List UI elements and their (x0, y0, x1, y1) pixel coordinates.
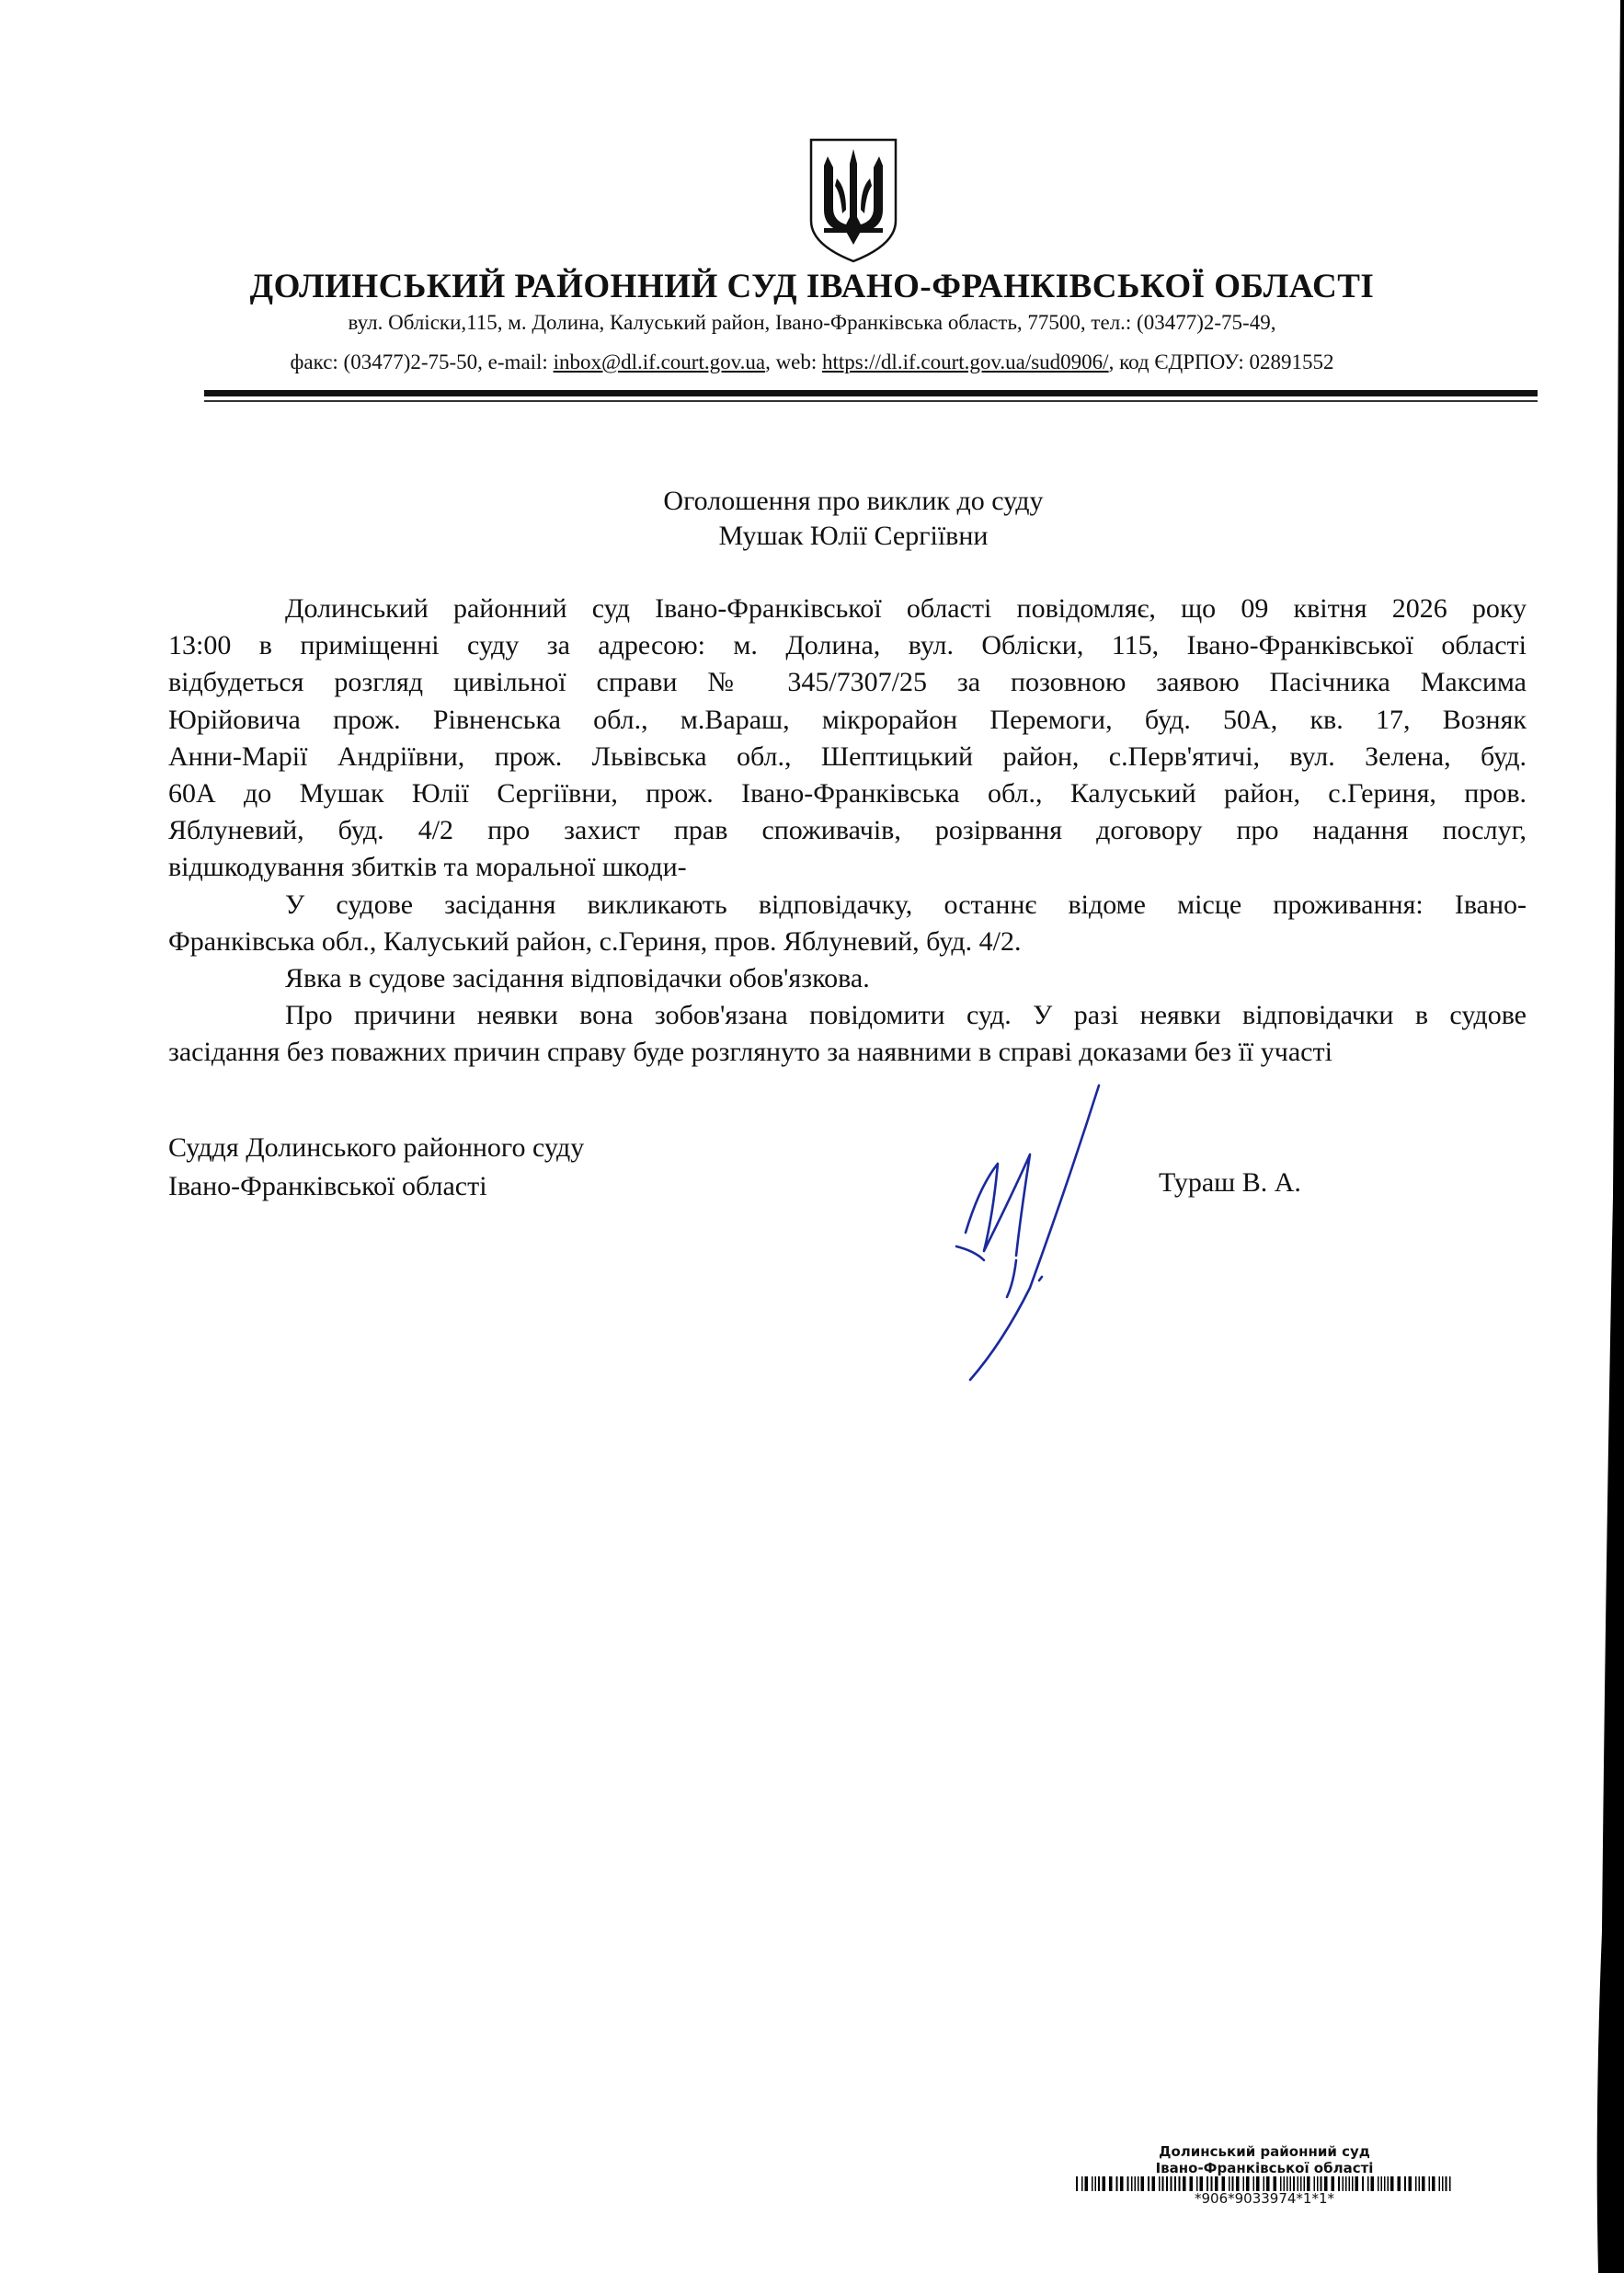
barcode-bar (1371, 2176, 1375, 2191)
paragraph-line: відшкодування збитків та моральної шкоди- (168, 852, 687, 883)
barcode-bar (1183, 2176, 1186, 2191)
barcode-bar (1266, 2176, 1270, 2191)
court-address: вул. Обліски,115, м. Долина, Калуський район, Івано-Франківська область, 77500, тел.: (03477)2-75-49, (348, 311, 1276, 334)
barcode-bar (1166, 2176, 1168, 2191)
notice-paragraph (168, 997, 1527, 1071)
header-divider-thin (204, 400, 1538, 402)
barcode-number: *906*9033974*1*1* (1194, 2190, 1335, 2207)
barcode-bar (1103, 2176, 1106, 2191)
barcode-bar (1190, 2176, 1194, 2191)
barcode-bar (1307, 2176, 1310, 2191)
barcode-bar (1384, 2176, 1386, 2191)
barcode-bar (1429, 2176, 1431, 2191)
paragraph-line: Долинський районний суд Івано-Франківської області повідомляє, що 09 квітня 2026 року (285, 593, 1527, 624)
barcode-bar (1321, 2176, 1322, 2191)
judge-position (168, 1129, 584, 1206)
barcode-bar (1304, 2176, 1306, 2191)
barcode-bar (1141, 2176, 1145, 2191)
barcode (1076, 2176, 1453, 2191)
barcode-bar (1152, 2176, 1156, 2191)
paragraph-line: Про причини неявки вона зобов'язана повідомити суд. У разі неявки відповідачки в судове (285, 1000, 1527, 1031)
paragraph-line: 13:00 в приміщенні суду за адресою: м. Долина, вул. Обліски, 115, Івано-Франківської області (168, 630, 1527, 661)
barcode-bar (1345, 2176, 1347, 2191)
barcode-bar (1120, 2176, 1124, 2191)
barcode-bar (1215, 2176, 1218, 2191)
barcode-bar (1343, 2176, 1344, 2191)
barcode-bar (1179, 2176, 1181, 2191)
barcode-bar (1349, 2176, 1351, 2191)
notice-paragraph (168, 960, 1527, 997)
barcode-bar (1131, 2176, 1133, 2191)
barcode-bar (1367, 2176, 1369, 2191)
barcode-bar (1138, 2176, 1139, 2191)
barcode-bar (1300, 2176, 1302, 2191)
barcode-bar (1298, 2176, 1299, 2191)
barcode-bar (1098, 2176, 1100, 2191)
barcode-bar (1253, 2176, 1255, 2191)
barcode-bar (1439, 2176, 1441, 2191)
barcode-bar (1211, 2176, 1213, 2191)
barcode-bar (1362, 2176, 1364, 2191)
barcode-bar (1432, 2176, 1435, 2191)
barcode-bar (1174, 2176, 1176, 2191)
barcode-bar (1085, 2176, 1089, 2191)
barcode-bar (1207, 2176, 1208, 2191)
paragraph-line: 60А до Мушак Юлії Сергіївни, прож. Івано-Франківська обл., Калуський район, с.Гериня, пров. (168, 778, 1527, 809)
barcode-bar (1284, 2176, 1286, 2191)
barcode-bar (1246, 2176, 1250, 2191)
barcode-bar (1109, 2176, 1113, 2191)
edrpou-code: , код ЄДРПОУ: 02891552 (1108, 350, 1334, 373)
barcode-bar (1232, 2176, 1234, 2191)
ukraine-trident-emblem-icon (806, 136, 901, 265)
notice-paragraph (168, 591, 1527, 887)
barcode-bar (1243, 2176, 1245, 2191)
court-name-heading: ДОЛИНСЬКИЙ РАЙОННИЙ СУД ІВАНО-ФРАНКІВСЬКОЇ ОБЛАСТІ (249, 268, 1375, 305)
barcode-bar (1398, 2176, 1401, 2191)
website-link[interactable]: https://dl.if.court.gov.ua/sud0906/ (822, 350, 1109, 373)
paragraph-line: Явка в судове засідання відповідачки обов'язкова. (285, 963, 870, 994)
barcode-bar (1222, 2176, 1226, 2191)
barcode-bar (1287, 2176, 1288, 2191)
barcode-bar (1409, 2176, 1412, 2191)
notice-addressee: Мушак Юлії Сергіївни (718, 521, 989, 551)
barcode-bar (1171, 2176, 1172, 2191)
barcode-bar (1256, 2176, 1260, 2191)
paragraph-line: відбудеться розгляд цивільної справи № 345/7307/25 за позовною заявою Пасічника Максима (168, 667, 1527, 698)
barcode-bar (1404, 2176, 1406, 2191)
barcode-bar (1095, 2176, 1097, 2191)
paragraph-line: Яблуневий, буд. 4/2 про захист прав споживачів, розірвання договору про надання послуг, (168, 815, 1527, 846)
notice-title: Оголошення про виклик до суду (663, 486, 1044, 516)
barcode-bar (1324, 2176, 1328, 2191)
barcode-bar (1332, 2176, 1335, 2191)
barcode-bar (1381, 2176, 1383, 2191)
court-contacts (0, 350, 1624, 374)
barcode-bar (1317, 2176, 1319, 2191)
scan-edge-shadow (1593, 0, 1624, 2273)
paragraph-line: засідання без поважних причин справу буде розглянуто за наявними в справі доказами без її участі (168, 1037, 1332, 1068)
judge-position-line2: Івано-Франківської області (168, 1171, 487, 1201)
barcode-bar (1116, 2176, 1118, 2191)
barcode-bar (1352, 2176, 1354, 2191)
barcode-bar (1229, 2176, 1230, 2191)
barcode-bar (1314, 2176, 1316, 2191)
barcode-bar (1415, 2176, 1417, 2191)
header-divider-thick (204, 390, 1538, 396)
barcode-bar (1274, 2176, 1277, 2191)
notice-paragraph (168, 887, 1527, 960)
barcode-bar (1162, 2176, 1164, 2191)
judge-position-line1: Суддя Долинського районного суду (168, 1132, 585, 1163)
barcode-bar (1293, 2176, 1295, 2191)
registration-stamp (1067, 2143, 1462, 2207)
barcode-bar (1449, 2176, 1451, 2191)
paragraph-line: Юрійовича прож. Рівненська обл., м.Вараш, мікрорайон Перемоги, буд. 50А, кв. 17, Возняк (168, 704, 1527, 735)
barcode-bar (1081, 2176, 1083, 2191)
barcode-bar (1422, 2176, 1425, 2191)
barcode-bar (1378, 2176, 1379, 2191)
barcode-bar (1159, 2176, 1161, 2191)
notice-body (168, 591, 1527, 1072)
barcode-bar (1135, 2176, 1137, 2191)
paragraph-line: Анни-Марії Андріївни, прож. Львівська обл., Шептицький район, с.Перв'ятичі, вул. Зелена, буд. (168, 740, 1527, 772)
barcode-bar (1388, 2176, 1390, 2191)
barcode-bar (1127, 2176, 1129, 2191)
barcode-bar (1092, 2176, 1093, 2191)
barcode-bar (1148, 2176, 1149, 2191)
barcode-bar (1196, 2176, 1198, 2191)
barcode-bar (1390, 2176, 1394, 2191)
barcode-bar (1446, 2176, 1447, 2191)
paragraph-line: У судове засідання викликають відповідачку, останнє відоме місце проживання: Івано- (285, 889, 1527, 920)
barcode-bar (1442, 2176, 1444, 2191)
email-link[interactable]: inbox@dl.if.court.gov.ua (553, 350, 766, 373)
barcode-bar (1264, 2176, 1265, 2191)
fax-label: факс: (03477)2-75-50, e-mail: (290, 350, 554, 373)
paragraph-line: Франківська обл., Калуський район, с.Гериня, пров. Яблуневий, буд. 4/2. (168, 925, 1022, 957)
handwritten-signature (929, 1076, 1140, 1389)
barcode-bar (1290, 2176, 1292, 2191)
barcode-bar (1355, 2176, 1359, 2191)
barcode-bar (1419, 2176, 1421, 2191)
barcode-bar (1338, 2176, 1340, 2191)
barcode-bar (1280, 2176, 1282, 2191)
barcode-bar (1076, 2176, 1078, 2191)
footer-court-line1: Долинський районний суд (1159, 2143, 1370, 2160)
web-label: , web: (765, 350, 823, 373)
judge-name: Тураш В. А. (1159, 1167, 1301, 1198)
barcode-bar (1236, 2176, 1240, 2191)
barcode-bar (1200, 2176, 1204, 2191)
footer-court-line2: Івано-Франківської області (1155, 2160, 1374, 2176)
